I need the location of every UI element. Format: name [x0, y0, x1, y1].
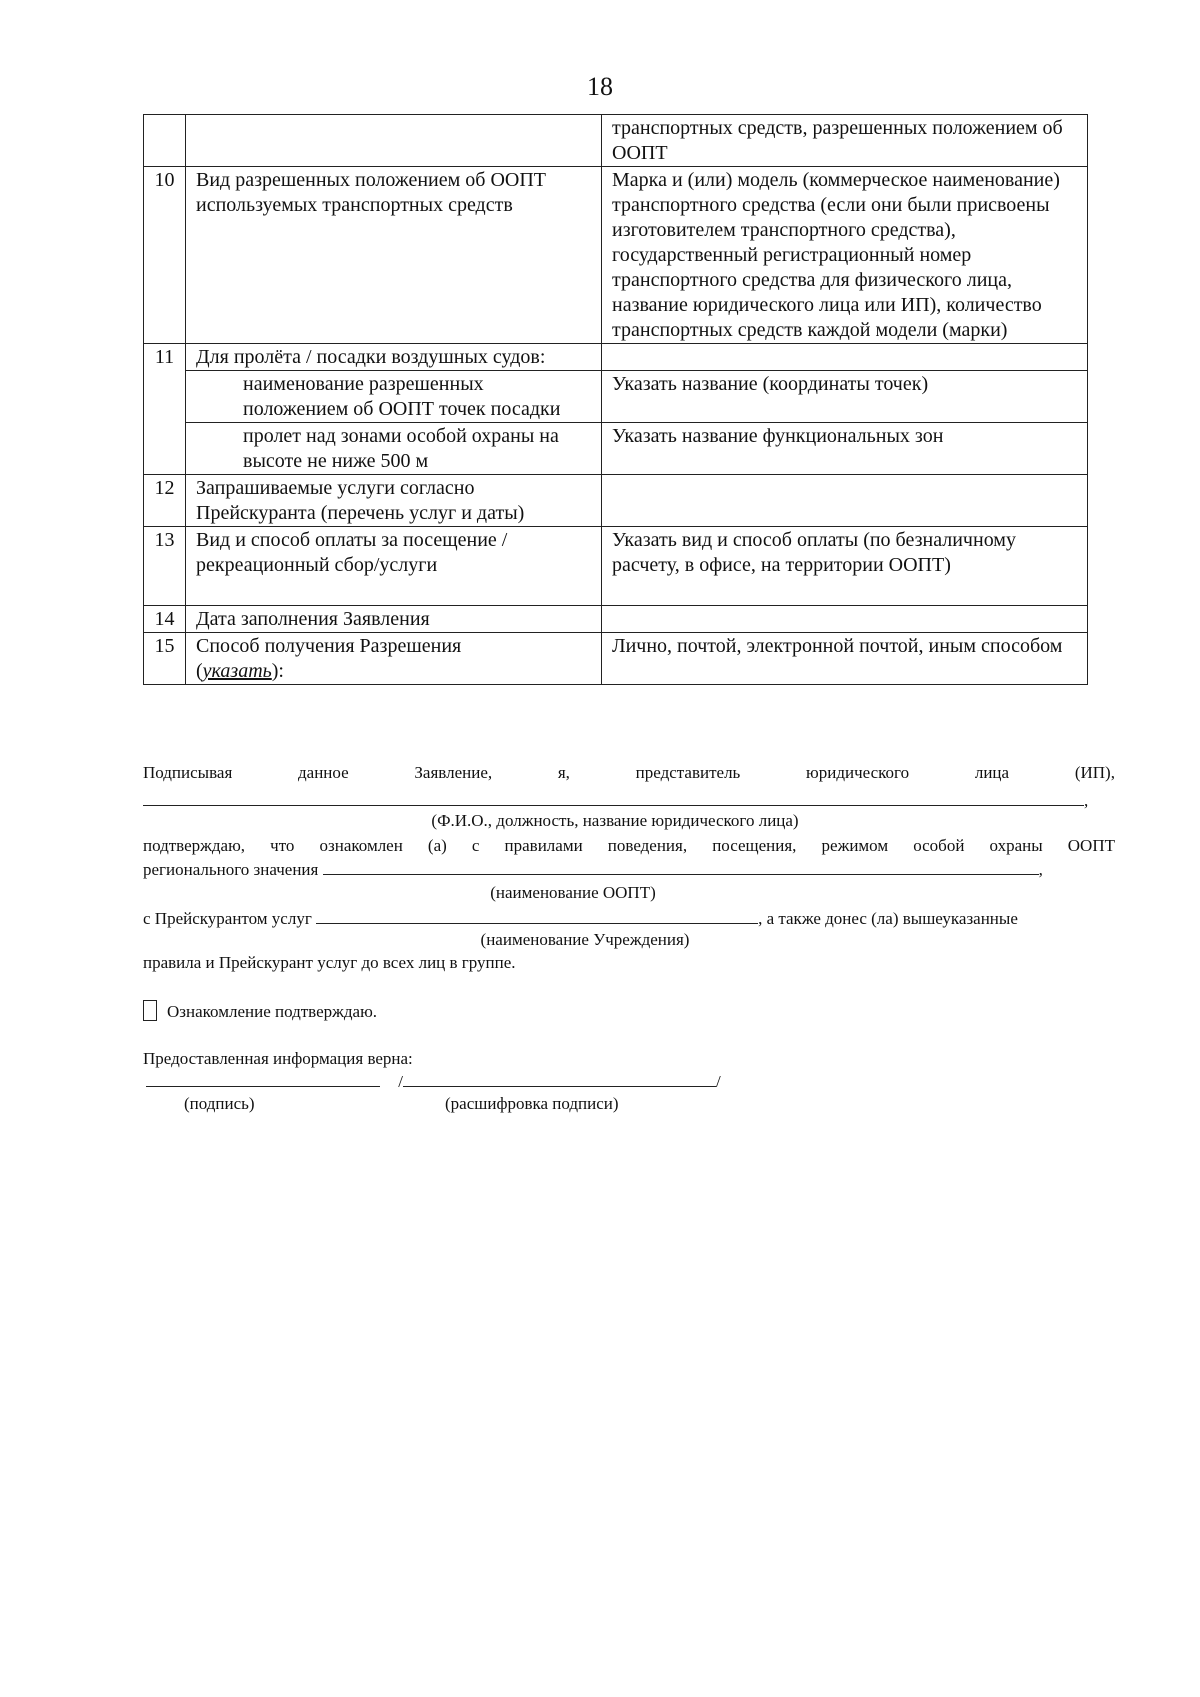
row-label: Для пролёта / посадки воздушных судов: [186, 344, 602, 371]
slash-right: / [715, 1072, 721, 1091]
acknowledgement-checkbox[interactable] [143, 1000, 157, 1021]
caption-signature: (подпись) [184, 1094, 255, 1113]
signature-field-line[interactable] [146, 1070, 380, 1087]
row-value: транспортных средств, разрешенных положением об ООПТ [602, 115, 1088, 167]
row-label: Дата заполнения Заявления [186, 606, 602, 633]
institution-field-line[interactable] [316, 907, 758, 924]
caption-fio: (Ф.И.О., должность, название юридического лица) [431, 811, 799, 830]
declaration-intro [143, 763, 1115, 783]
table-row-11 [144, 344, 1088, 371]
row-number: 15 [144, 633, 186, 685]
group-text: правила и Прейскурант услуг до всех лиц в группе. [143, 953, 516, 972]
table-row-11-flight [144, 423, 1088, 475]
row-label: Запрашиваемые услуги согласно Прейскуранта (перечень услуг и даты) [186, 475, 602, 527]
row-value: Указать название (координаты точек) [602, 371, 1088, 423]
table-row-11-landing [144, 371, 1088, 423]
application-table [143, 114, 1088, 685]
regional-comma: , [1038, 860, 1043, 879]
bracket-open: ( [196, 660, 203, 682]
table-row-10 [144, 167, 1088, 344]
declaration-word: (ИП), [1074, 763, 1115, 782]
decoding-field-line[interactable] [403, 1070, 716, 1087]
row-number: 10 [144, 167, 186, 344]
fio-line-row [143, 787, 1115, 811]
caption-oopt: (наименование ООПТ) [490, 883, 656, 902]
row-value: Указать вид и способ оплаты (по безналичному расчету, в офисе, на территории ООПТ) [602, 527, 1088, 606]
table-row-13 [144, 527, 1088, 606]
row-sublabel: наименование разрешенных положением об ООПТ точек посадки [186, 371, 602, 423]
caption-decoding: (расшифровка подписи) [445, 1094, 619, 1113]
row-label-text: Способ получения Разрешения [196, 635, 462, 657]
line-comma: , [1084, 791, 1089, 810]
declaration-word: Заявление, [414, 763, 493, 782]
table-row-12 [144, 475, 1088, 527]
row-label: Вид разрешенных положением об ООПТ используемых транспортных средств [186, 167, 602, 344]
signature-lines [146, 1070, 1118, 1092]
declaration-word: юридического [806, 763, 910, 782]
bracket-close: ): [271, 660, 284, 682]
confirm-text: подтверждаю, что ознакомлен (а) с правилами поведения, посещения, режимом особой охраны ООПТ [143, 836, 1115, 855]
row-value: Лично, почтой, электронной почтой, иным способом [602, 633, 1088, 685]
row-number: 14 [144, 606, 186, 633]
signature-statement: Предоставленная информация верна: [143, 1049, 413, 1068]
declaration-word: лица [974, 763, 1010, 782]
pricelist-prefix: с Прейскурантом услуг [143, 909, 312, 928]
italic-hint: указать [202, 660, 272, 682]
row-label: Вид и способ оплаты за посещение /рекреационный сбор/услуги [186, 527, 602, 606]
pricelist-suffix: , а также донес (ла) вышеуказанные [758, 909, 1018, 928]
declaration-words [143, 763, 1115, 783]
row-value[interactable] [602, 475, 1088, 527]
row-number: 12 [144, 475, 186, 527]
declaration-word: данное [298, 763, 349, 782]
row-number [144, 115, 186, 167]
row-number: 11 [144, 344, 186, 475]
page-number: 18 [587, 72, 613, 101]
table-row-continuation [144, 115, 1088, 167]
row-number: 13 [144, 527, 186, 606]
table-row-14 [144, 606, 1088, 633]
slash-left: / [398, 1072, 403, 1091]
row-label [186, 633, 602, 685]
fio-field-line[interactable] [143, 787, 1084, 806]
row-label [186, 115, 602, 167]
row-value[interactable] [602, 606, 1088, 633]
row-sublabel: пролет над зонами особой охраны на высоте не ниже 500 м [186, 423, 602, 475]
regional-prefix: регионального значения [143, 860, 319, 879]
oopt-field-line[interactable] [323, 858, 1039, 875]
declaration-word: я, [557, 763, 570, 782]
declaration-word: Подписывая [143, 763, 233, 782]
caption-institution: (наименование Учреждения) [480, 930, 690, 949]
declaration-word: представитель [635, 763, 741, 782]
acknowledgement-label: Ознакомление подтверждаю. [167, 1002, 378, 1021]
row-value: Указать название функциональных зон [602, 423, 1088, 475]
regional-row [143, 858, 1115, 880]
row-value: Марка и (или) модель (коммерческое наименование) транспортного средства (если они были присвоены изготовителем транспортного средства), государственный регистрационный номер транспортного средства для физического лица, название юридического лица или ИП), количество транспортных средств каждой модели (марки) [602, 167, 1088, 344]
table-row-15 [144, 633, 1088, 685]
pricelist-row [143, 907, 1115, 929]
row-value [602, 344, 1088, 371]
acknowledgement-row [143, 1000, 1115, 1022]
